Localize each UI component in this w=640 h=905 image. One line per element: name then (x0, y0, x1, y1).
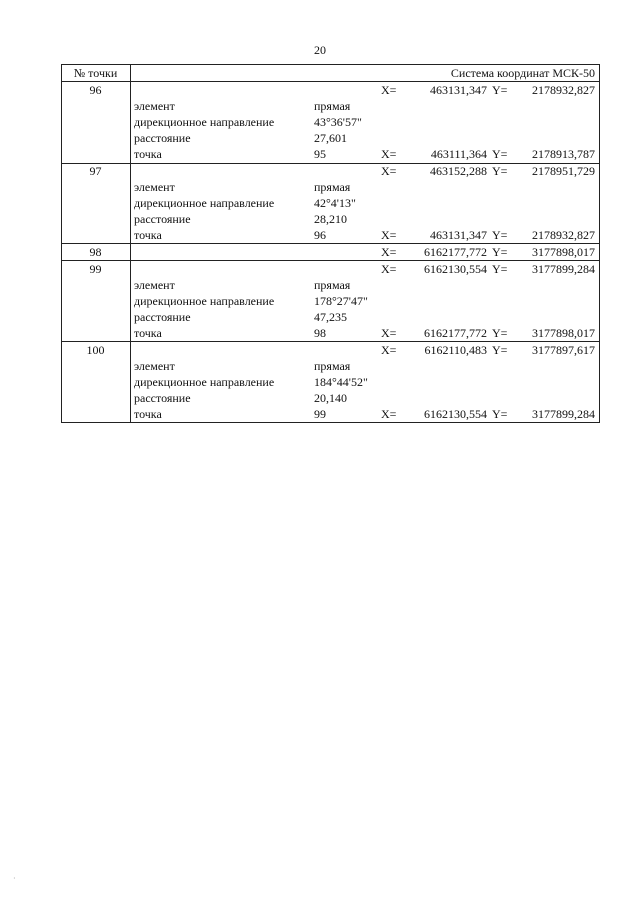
x-value: 463152,288 (430, 164, 487, 178)
to-point-number: 96 (314, 228, 326, 242)
x-label: X= (381, 228, 397, 242)
distance-label: расстояние (134, 131, 191, 145)
header-coordinate-system: Система координат МСК-50 (450, 66, 595, 80)
y-label: Y= (492, 164, 508, 178)
point-number: 99 (89, 262, 102, 276)
to-x-value: 6162130,554 (424, 407, 487, 421)
x-value: 6162177,772 (424, 245, 487, 259)
to-x-value: 463131,347 (430, 228, 487, 242)
to-y-value: 2178932,827 (532, 228, 595, 242)
to-point-number: 99 (314, 407, 326, 421)
element-value: прямая (314, 180, 351, 194)
y-label: Y= (492, 326, 508, 340)
to-point-label: точка (134, 407, 162, 421)
point-number: 96 (89, 83, 102, 97)
element-value: прямая (314, 99, 351, 113)
x-label: X= (381, 83, 397, 97)
y-value: 2178932,827 (532, 83, 595, 97)
element-label: элемент (134, 359, 175, 373)
header-point-number: № точки (73, 66, 118, 80)
element-value: прямая (314, 359, 351, 373)
point-number: 98 (89, 245, 102, 259)
to-x-value: 6162177,772 (424, 326, 487, 340)
y-label: Y= (492, 343, 508, 357)
y-label: Y= (492, 147, 508, 161)
y-value: 3177898,017 (532, 245, 595, 259)
to-point-number: 95 (314, 147, 326, 161)
element-label: элемент (134, 99, 175, 113)
to-x-value: 463111,364 (430, 147, 487, 161)
table-rule (61, 422, 600, 423)
coordinates-table (61, 64, 600, 423)
distance-value: 20,140 (314, 391, 347, 405)
direction-value: 184°44'52" (314, 375, 368, 389)
point-number: 100 (86, 343, 105, 357)
element-label: элемент (134, 180, 175, 194)
distance-value: 47,235 (314, 310, 347, 324)
x-label: X= (381, 245, 397, 259)
distance-label: расстояние (134, 391, 191, 405)
direction-value: 42°4'13" (314, 196, 356, 210)
direction-label: дирекционное направление (134, 375, 275, 389)
x-label: X= (381, 407, 397, 421)
x-label: X= (381, 343, 397, 357)
table-rule (130, 64, 131, 423)
element-label: элемент (134, 278, 175, 292)
to-point-label: точка (134, 326, 162, 340)
to-point-label: точка (134, 228, 162, 242)
y-value: 2178951,729 (532, 164, 595, 178)
distance-value: 28,210 (314, 212, 347, 226)
y-label: Y= (492, 262, 508, 276)
distance-label: расстояние (134, 310, 191, 324)
x-label: X= (381, 326, 397, 340)
to-y-value: 3177899,284 (532, 407, 595, 421)
to-y-value: 2178913,787 (532, 147, 595, 161)
to-point-number: 98 (314, 326, 326, 340)
table-rule (599, 64, 600, 423)
direction-label: дирекционное направление (134, 294, 275, 308)
x-label: X= (381, 147, 397, 161)
y-label: Y= (492, 407, 508, 421)
y-value: 3177897,617 (532, 343, 595, 357)
x-label: X= (381, 262, 397, 276)
element-value: прямая (314, 278, 351, 292)
distance-label: расстояние (134, 212, 191, 226)
direction-value: 43°36'57" (314, 115, 362, 129)
direction-label: дирекционное направление (134, 115, 275, 129)
page-number: 20 (314, 43, 326, 57)
y-label: Y= (492, 245, 508, 259)
direction-value: 178°27'47" (314, 294, 368, 308)
x-value: 6162130,554 (424, 262, 487, 276)
scan-speck: · (13, 874, 16, 883)
x-label: X= (381, 164, 397, 178)
point-number: 97 (89, 164, 102, 178)
x-value: 6162110,483 (424, 343, 487, 357)
direction-label: дирекционное направление (134, 196, 275, 210)
y-value: 3177899,284 (532, 262, 595, 276)
to-point-label: точка (134, 147, 162, 161)
to-y-value: 3177898,017 (532, 326, 595, 340)
y-label: Y= (492, 83, 508, 97)
y-label: Y= (492, 228, 508, 242)
distance-value: 27,601 (314, 131, 347, 145)
x-value: 463131,347 (430, 83, 487, 97)
